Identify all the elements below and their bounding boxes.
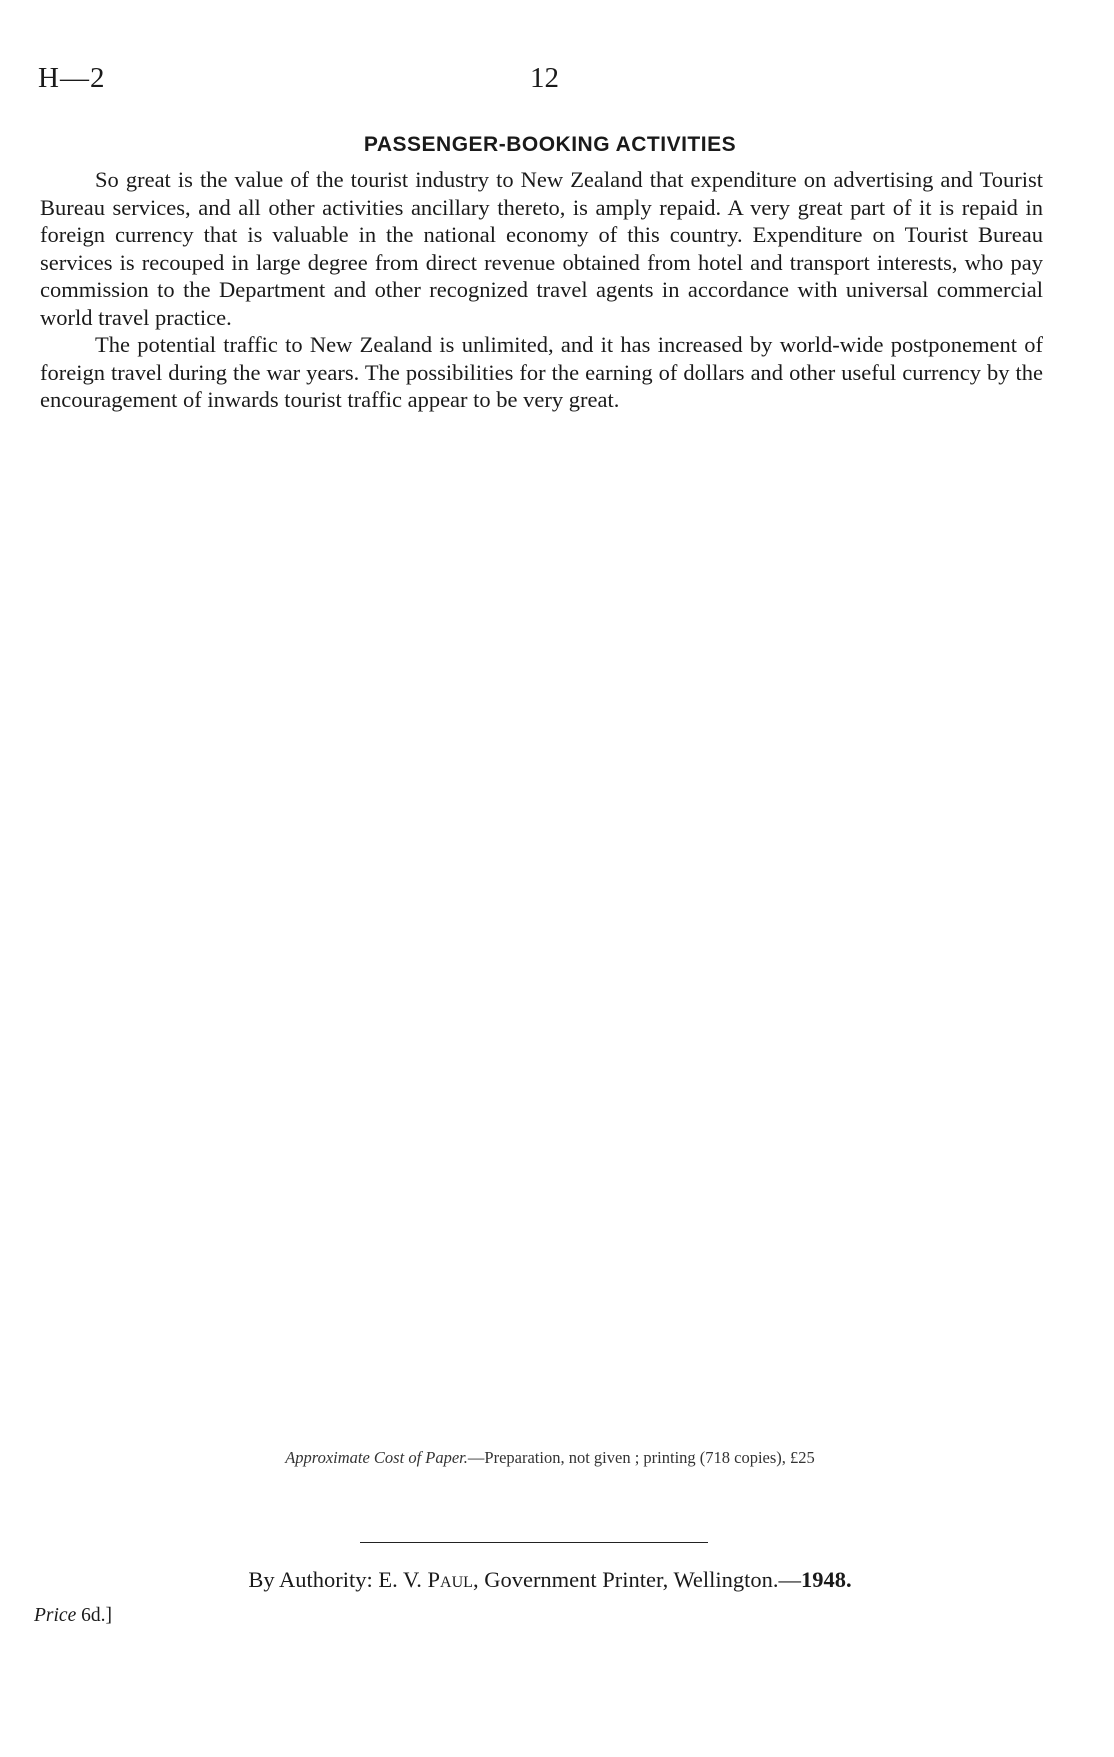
printer-imprint xyxy=(0,1567,1100,1593)
cost-note-detail: —Preparation, not given ; printing (718 copies), £25 xyxy=(467,1448,815,1467)
paragraph: The potential traffic to New Zealand is unlimited, and it has increased by world-wide postponement of foreign travel during the war years. The possibilities for the earning of dollars and other useful currency by the encouragement of inwards tourist traffic appear to be very great. xyxy=(40,332,1043,412)
imprint-year: 1948. xyxy=(801,1567,852,1592)
divider-rule xyxy=(360,1542,708,1543)
section-title: PASSENGER-BOOKING ACTIVITIES xyxy=(363,133,737,156)
imprint-suffix: , Government Printer, Wellington.— xyxy=(472,1567,802,1592)
imprint-prefix: By Authority: E. V. xyxy=(248,1567,428,1592)
printer-name: Paul xyxy=(427,1567,473,1592)
cost-of-paper-note xyxy=(0,1448,1100,1468)
cost-note-lead: Approximate Cost of Paper. xyxy=(285,1448,468,1467)
document-code: H—2 xyxy=(38,62,106,94)
price-label xyxy=(34,1605,112,1627)
paragraph: So great is the value of the tourist industry to New Zealand that expenditure on advertising and Tourist Bureau services, and all other activities ancillary thereto, is amply repaid. A very great part of it is repaid in foreign currency that is valuable in the national economy of this country. Expenditure on Tourist Bureau services is recouped in large degree from direct revenue obtained from hotel and transport interests, who pay commission to the Department and other recognized travel agents in accordance with universal commercial world travel practice. xyxy=(40,167,1043,330)
price-lead: Price xyxy=(34,1605,77,1626)
page-number: 12 xyxy=(530,62,559,94)
body-text xyxy=(40,166,1043,414)
price-value: 6d.] xyxy=(76,1605,112,1626)
